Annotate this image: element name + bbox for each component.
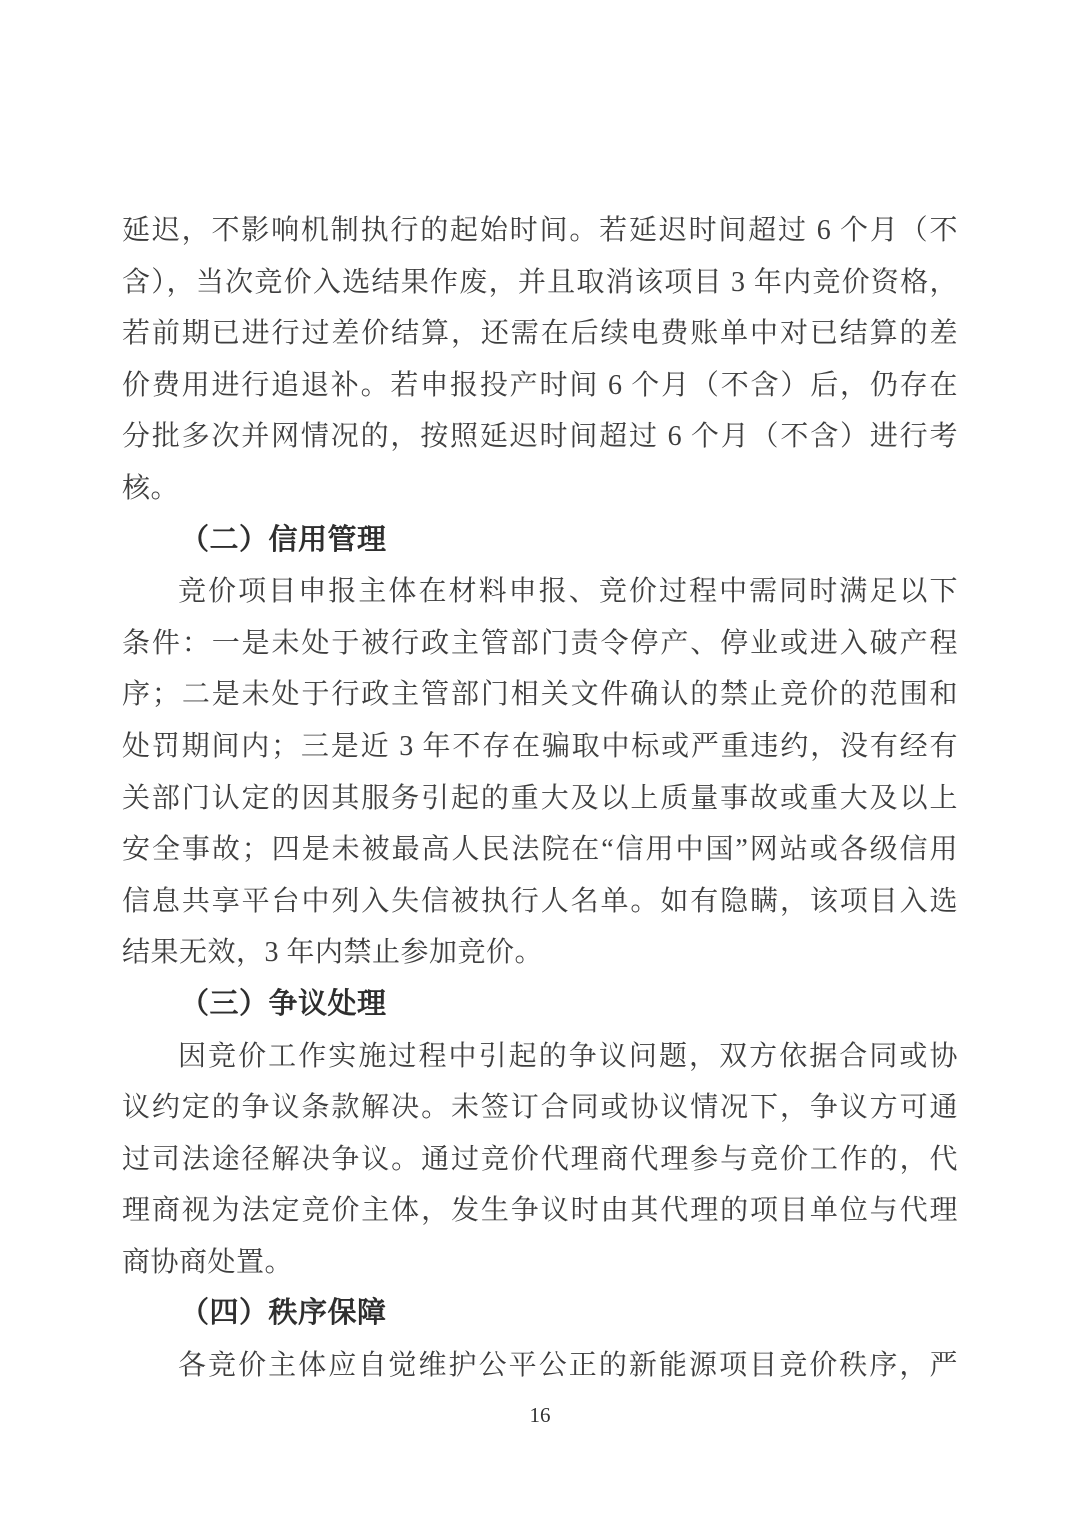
paragraph-line: 核。 xyxy=(122,472,180,504)
section-heading-credit-management: （二）信用管理 xyxy=(180,523,387,556)
section-heading-order-safeguard: （四）秩序保障 xyxy=(180,1297,387,1330)
paragraph-line: 因竞价工作实施过程中引起的争议问题，双方依据合同或协 xyxy=(178,1040,958,1072)
paragraph-line: 过司法途径解决争议。通过竞价代理商代理参与竞价工作的，代 xyxy=(122,1143,958,1175)
paragraph-line: 各竞价主体应自觉维护公平公正的新能源项目竞价秩序，严 xyxy=(178,1350,958,1382)
document-body xyxy=(122,205,958,1392)
paragraph-line: 延迟，不影响机制执行的起始时间。若延迟时间超过 6 个月（不 xyxy=(122,215,958,246)
paragraph-line: 处罚期间内；三是近 3 年不存在骗取中标或严重违约，没有经有 xyxy=(122,730,958,762)
paragraph-line: 商协商处置。 xyxy=(122,1246,294,1278)
paragraph-line: 议约定的争议条款解决。未签订合同或协议情况下，争议方可通 xyxy=(122,1092,958,1124)
paragraph-line: 序；二是未处于行政主管部门相关文件确认的禁止竞价的范围和 xyxy=(122,679,958,711)
paragraph-line: 信息共享平台中列入失信被执行人名单。如有隐瞒，该项目入选 xyxy=(122,885,958,917)
paragraph-line: 分批多次并网情况的，按照延迟时间超过 6 个月（不含）进行考 xyxy=(122,421,958,453)
paragraph-line: 安全事故；四是未被最高人民法院在“信用中国”网站或各级信用 xyxy=(122,834,958,866)
section-heading-dispute-handling: （三）争议处理 xyxy=(180,987,387,1020)
paragraph-line: 关部门认定的因其服务引起的重大及以上质量事故或重大及以上 xyxy=(122,782,958,814)
paragraph-line: 结果无效，3 年内禁止参加竞价。 xyxy=(122,937,544,969)
paragraph-line: 理商视为法定竞价主体，发生争议时由其代理的项目单位与代理 xyxy=(122,1195,958,1227)
page-number: 16 xyxy=(529,1403,551,1427)
paragraph-line: 条件：一是未处于被行政主管部门责令停产、停业或进入破产程 xyxy=(122,627,958,659)
paragraph-line: 含），当次竞价入选结果作废，并且取消该项目 3 年内竞价资格， xyxy=(122,266,958,298)
paragraph-line: 竞价项目申报主体在材料申报、竞价过程中需同时满足以下 xyxy=(178,576,958,608)
paragraph-line: 若前期已进行过差价结算，还需在后续电费账单中对已结算的差 xyxy=(122,318,958,350)
paragraph-line: 价费用进行追退补。若申报投产时间 6 个月（不含）后，仍存在 xyxy=(122,369,958,401)
